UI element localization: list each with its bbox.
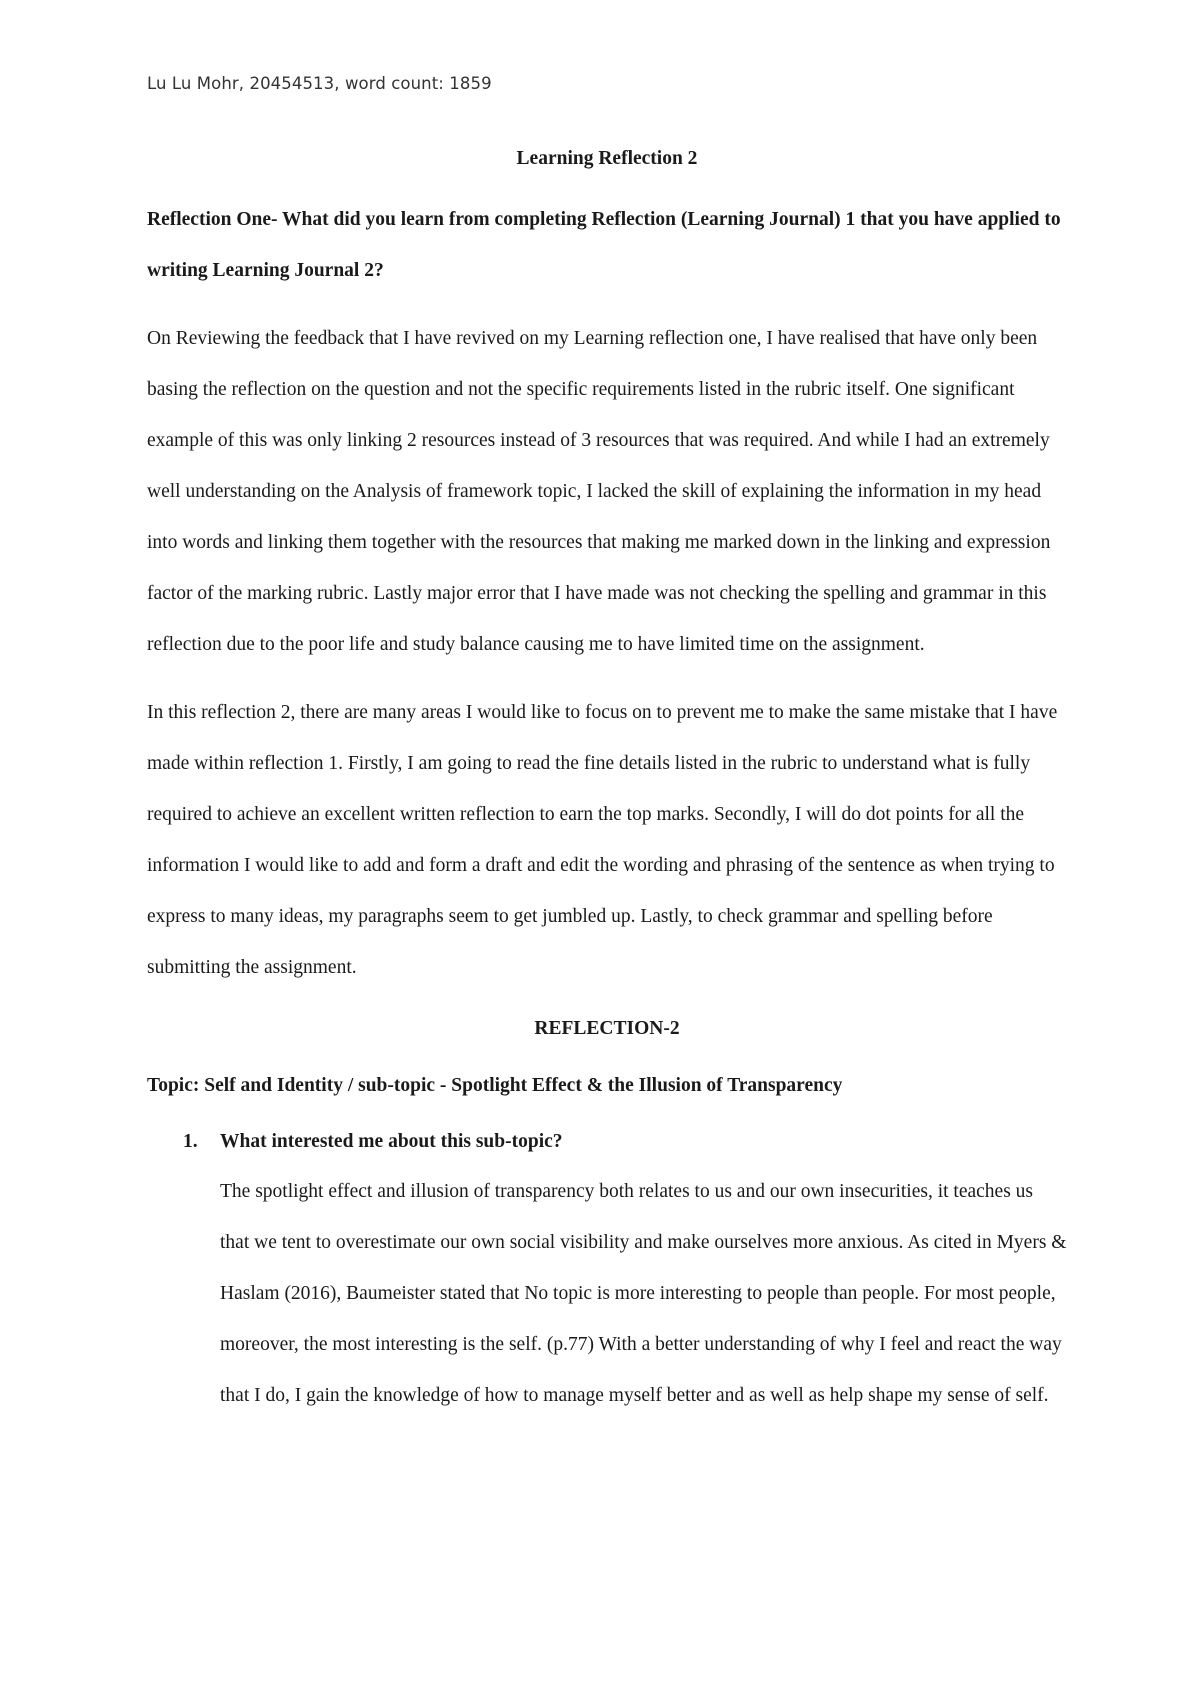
list-item-question: What interested me about this sub-topic? <box>220 1131 563 1152</box>
topic-heading: Topic: Self and Identity / sub-topic - Spotlight Effect & the Illusion of Transparency <box>147 1075 843 1096</box>
list-item <box>147 1123 1067 1421</box>
document-title: Learning Reflection 2 <box>516 148 698 169</box>
paragraph-feedback-review: On Reviewing the feedback that I have revived on my Learning reflection one, I have realised that have only been basing the reflection on the question and not the specific requirements listed in the rubric itself. One significant example of this was only linking 2 resources instead of 3 resources that was required. And while I had an extremely well understanding on the Analysis of framework topic, I lacked the skill of explaining the information in my head into words and linking them together with the resources that making me marked down in the linking and expression factor of the marking rubric. Lastly major error that I have made was not checking the spelling and grammar in this reflection due to the poor life and study balance causing me to have limited time on the assignment. <box>147 328 1051 655</box>
document-body <box>147 140 1067 1421</box>
section-title: REFLECTION-2 <box>534 1018 680 1039</box>
question-list <box>147 1123 1067 1421</box>
reflection-question: Reflection One- What did you learn from completing Reflection (Learning Journal) 1 that you have applied to writing Learning Journal 2? <box>147 209 1061 281</box>
list-item-answer: The spotlight effect and illusion of transparency both relates to us and our own insecurities, it teaches us that we tent to overestimate our own social visibility and make ourselves more anxious. As cited in Myers & Haslam (2016), Baumeister stated that No topic is more interesting to people than people. For most people, moreover, the most interesting is the self. (p.77) With a better understanding of why I feel and react the way that I do, I gain the knowledge of how to manage myself better and as well as help shape my sense of self. <box>220 1181 1067 1406</box>
paragraph-focus-areas: In this reflection 2, there are many areas I would like to focus on to prevent me to make the same mistake that I have made within reflection 1. Firstly, I am going to read the fine details listed in the rubric to understand what is fully required to achieve an excellent written reflection to earn the top marks. Secondly, I will do dot points for all the information I would like to add and form a draft and edit the wording and phrasing of the sentence as when trying to express to many ideas, my paragraphs seem to get jumbled up. Lastly, to check grammar and spelling before submitting the assignment. <box>147 702 1058 978</box>
list-item-number: 1. <box>183 1131 198 1152</box>
page-header: Lu Lu Mohr, 20454513, word count: 1859 <box>147 74 492 93</box>
